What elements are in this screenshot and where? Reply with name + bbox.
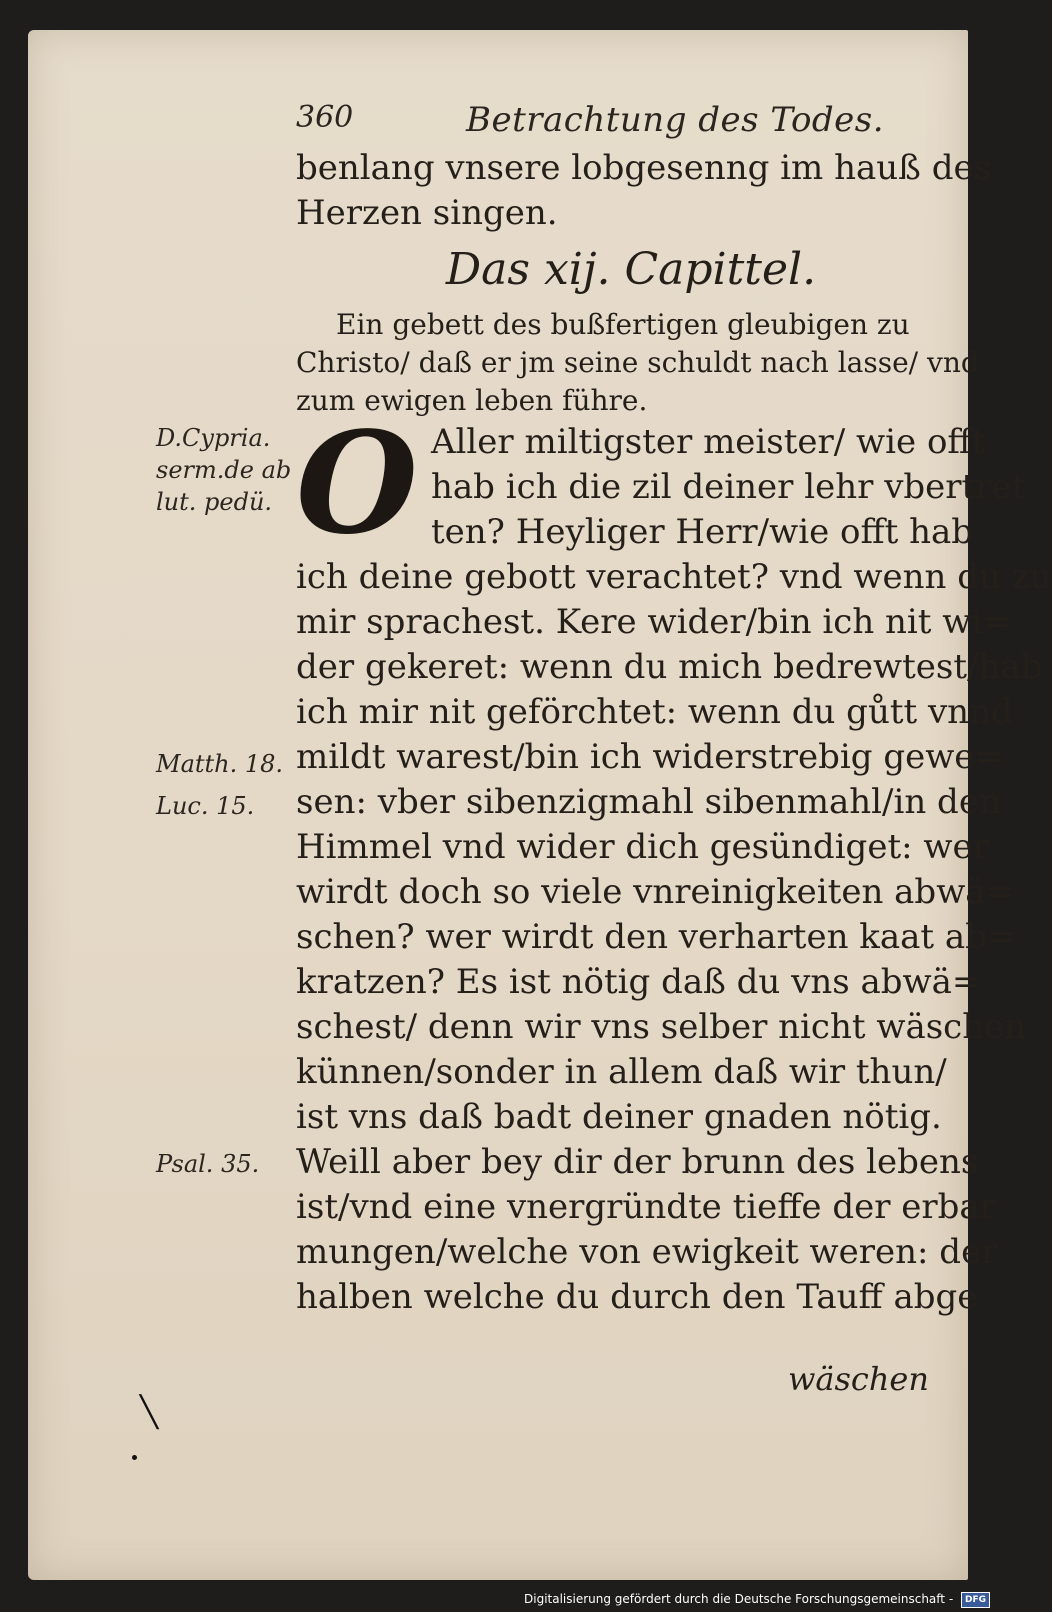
digitization-footer bbox=[524, 1588, 990, 1610]
text-line: schen? wer wirdt den verharten kaat ab= bbox=[296, 917, 1016, 957]
text-line: ich deine gebott verachtet? vnd wenn du zu bbox=[296, 557, 1052, 597]
catchword: wäschen bbox=[788, 1360, 929, 1398]
text-line: schest/ denn wir vns selber nicht wäschen bbox=[296, 1007, 1027, 1047]
margin-note-line: D.Cypria. bbox=[156, 424, 271, 452]
text-line: Himmel vnd wider dich gesündiget: wer bbox=[296, 827, 989, 867]
ink-dot bbox=[132, 1455, 137, 1460]
text-line: ist/vnd eine vnergründte tieffe der erbar bbox=[296, 1187, 996, 1227]
ink-mark: ╲ bbox=[140, 1395, 159, 1430]
page-body bbox=[296, 146, 1052, 1320]
text-line: ten? Heyliger Herr/wie offt hab bbox=[431, 512, 974, 552]
text-line: kratzen? Es ist nötig daß du vns abwä= bbox=[296, 962, 981, 1002]
initial-block bbox=[296, 402, 1026, 566]
footer-credit: Digitalisierung gefördert durch die Deutsche Forschungsgemeinschaft - bbox=[524, 1592, 954, 1606]
margin-note-matth: Matth. 18. bbox=[156, 750, 284, 778]
book-page bbox=[28, 30, 1052, 1580]
dfg-logo-icon: DFG bbox=[961, 1592, 990, 1608]
text-line: der gekeret: wenn du mich bedrewtest/hab bbox=[296, 647, 1043, 687]
page-number: 360 bbox=[296, 100, 354, 135]
chapter-summary-line: Ein gebett des bußfertigen gleubigen zu bbox=[336, 308, 910, 341]
chapter-summary-line: zum ewigen leben führe. bbox=[296, 384, 648, 417]
text-line: ich mir nit geförchtet: wenn du gůtt vnnd bbox=[296, 692, 1013, 732]
margin-note-luc: Luc. 15. bbox=[156, 792, 255, 820]
text-line: mildt warest/bin ich widerstrebig gewe= bbox=[296, 737, 1003, 777]
text-line: Herzen singen. bbox=[296, 193, 558, 233]
text-line: hab ich die zil deiner lehr vbertret bbox=[431, 467, 1026, 507]
text-line: ist vns daß badt deiner gnaden nötig. bbox=[296, 1097, 942, 1137]
decorated-initial: O bbox=[296, 402, 418, 566]
text-line: benlang vnsere lobgesenng im hauß des bbox=[296, 148, 992, 188]
text-line: Aller miltigster meister/ wie offt bbox=[431, 422, 986, 462]
text-line: künnen/sonder in allem daß wir thun/ bbox=[296, 1052, 947, 1092]
margin-note-line: serm.de ab bbox=[156, 456, 292, 484]
text-line: sen: vber sibenzigmahl sibenmahl/in den bbox=[296, 782, 1001, 822]
chapter-title: Das xij. Capittel. bbox=[445, 244, 817, 295]
text-line: Weill aber bey dir der brunn des lebens bbox=[296, 1142, 979, 1182]
running-head: Betrachtung des Todes. bbox=[466, 100, 885, 140]
page-header bbox=[296, 100, 956, 150]
margin-note-line: lut. pedü. bbox=[156, 488, 273, 516]
text-line: wirdt doch so viele vnreinigkeiten abwä= bbox=[296, 872, 1015, 912]
text-line: mir sprachest. Kere wider/bin ich nit wi= bbox=[296, 602, 1011, 642]
margin-note-psal: Psal. 35. bbox=[156, 1150, 260, 1178]
margin-note-cyprian bbox=[156, 422, 291, 518]
text-line: mungen/welche von ewigkeit weren: der bbox=[296, 1232, 998, 1272]
chapter-summary-line: Christo/ daß er jm seine schuldt nach lasse/ vnd bbox=[296, 346, 979, 379]
text-line: halben welche du durch den Tauff abge bbox=[296, 1277, 978, 1317]
